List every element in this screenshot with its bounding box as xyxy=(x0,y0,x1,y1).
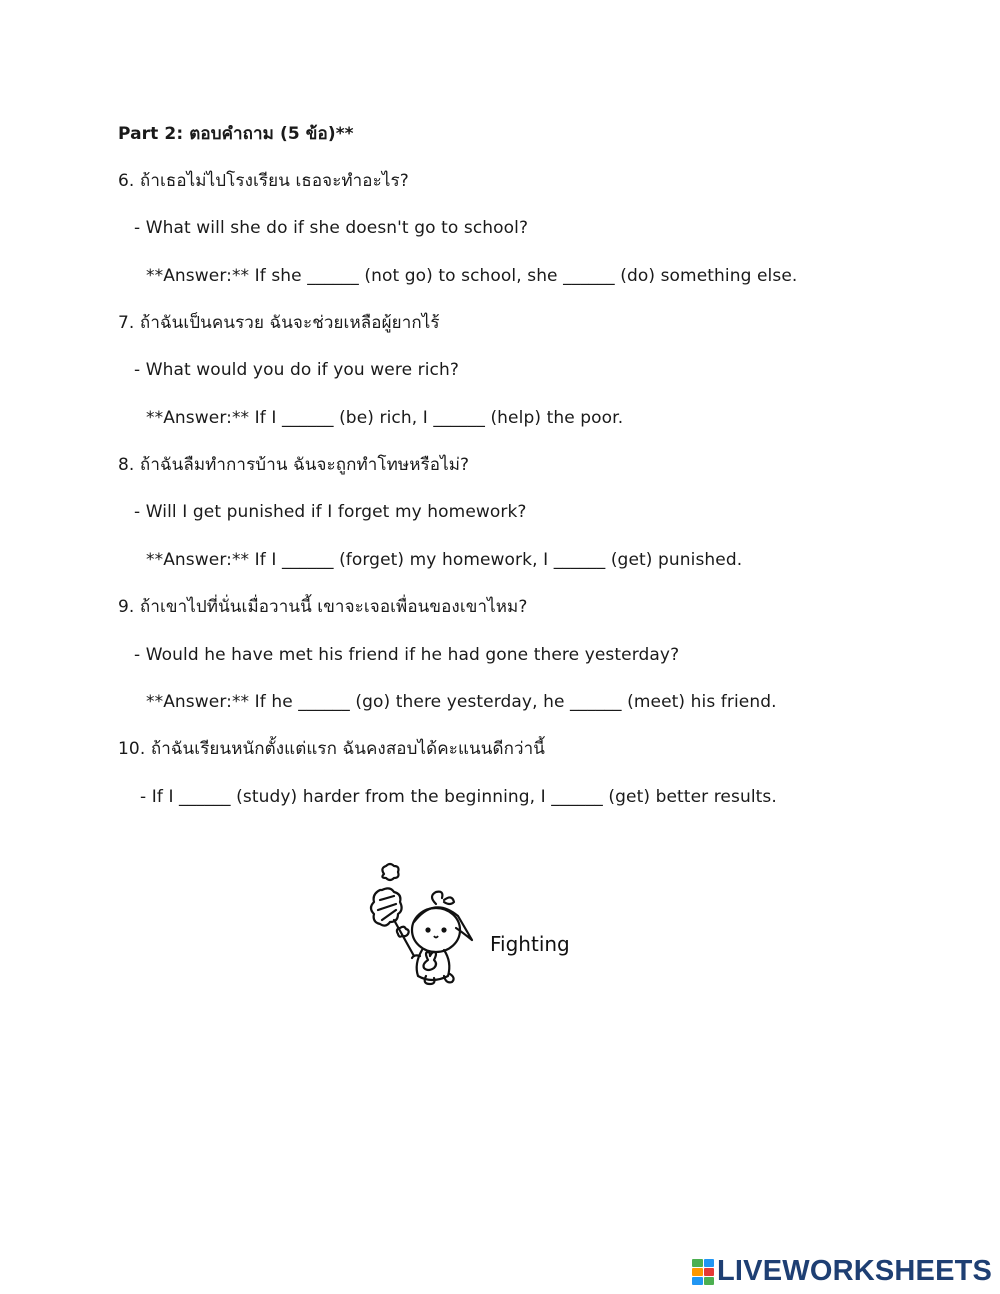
question-9-thai: 9. ถ้าเขาไปที่นั่นเมื่อวานนี้ เขาจะเจอเพื่อนของเขาไหม? xyxy=(118,597,528,617)
question-9-english: - Would he have met his friend if he had gone there yesterday? xyxy=(134,645,680,665)
answer-6: **Answer:** If she ______ (not go) to school, she ______ (do) something else. xyxy=(146,266,798,286)
answer-8: **Answer:** If I ______ (forget) my homework, I ______ (get) punished. xyxy=(146,550,743,570)
part-title: Part 2: ตอบคำถาม (5 ข้อ)** xyxy=(118,124,354,144)
question-10-thai: 10. ถ้าฉันเรียนหนักตั้งแต่แรก ฉันคงสอบได้คะแนนดีกว่านี้ xyxy=(118,739,546,759)
question-7-english: - What would you do if you were rich? xyxy=(134,360,459,380)
question-10-english: - If I ______ (study) harder from the beginning, I ______ (get) better results. xyxy=(140,787,777,807)
question-6-thai: 6. ถ้าเธอไม่ไปโรงเรียน เธอจะทำอะไร? xyxy=(118,171,409,191)
answer-9: **Answer:** If he ______ (go) there yesterday, he ______ (meet) his friend. xyxy=(146,692,777,712)
answer-7: **Answer:** If I ______ (be) rich, I ______ (help) the poor. xyxy=(146,408,624,428)
question-8-english: - Will I get punished if I forget my homework? xyxy=(134,502,527,522)
question-6-english: - What will she do if she doesn't go to school? xyxy=(134,218,529,238)
liveworksheets-logo xyxy=(692,1255,992,1288)
illustration-caption: Fighting xyxy=(490,932,570,956)
cute-mascot-with-duster-icon xyxy=(360,860,480,1000)
liveworksheets-badge-icon xyxy=(692,1259,714,1285)
question-8-thai: 8. ถ้าฉันลืมทำการบ้าน ฉันจะถูกทำโทษหรือไม่? xyxy=(118,455,470,475)
logo-text: LIVEWORKSHEETS xyxy=(717,1255,993,1287)
question-7-thai: 7. ถ้าฉันเป็นคนรวย ฉันจะช่วยเหลือผู้ยากไร้ xyxy=(118,313,440,333)
